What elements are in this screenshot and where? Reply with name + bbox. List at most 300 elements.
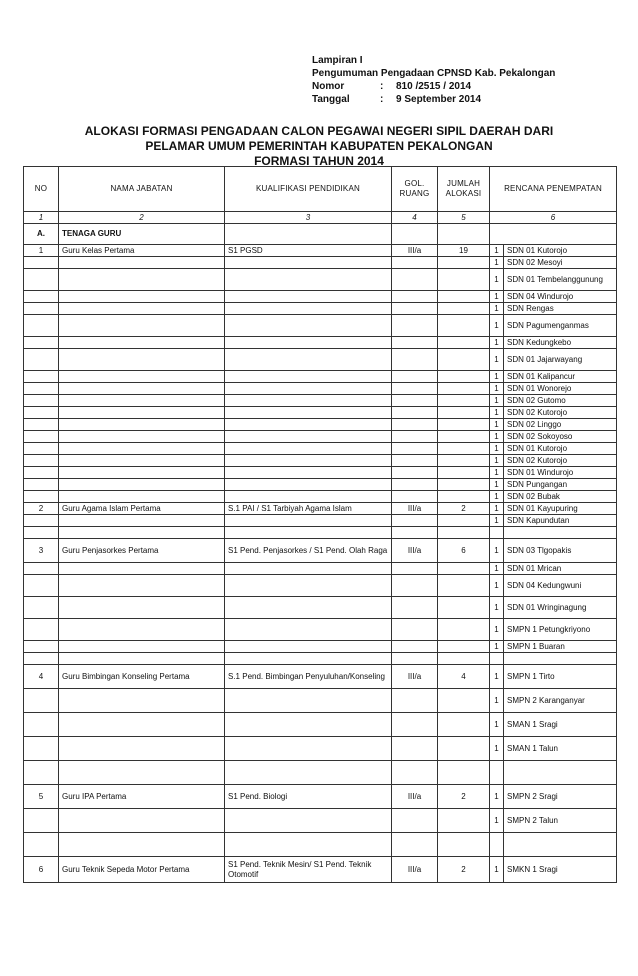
kualifikasi-cell bbox=[225, 479, 392, 491]
penempatan-qty-cell: 1 bbox=[490, 689, 504, 713]
table-row bbox=[24, 689, 617, 713]
row-number-cell bbox=[24, 515, 59, 527]
kualifikasi-cell bbox=[225, 291, 392, 303]
penempatan-qty-cell: 1 bbox=[490, 257, 504, 269]
row-number-cell: 5 bbox=[24, 785, 59, 809]
penempatan-qty-cell: 1 bbox=[490, 641, 504, 653]
kualifikasi-cell bbox=[225, 303, 392, 315]
kualifikasi-cell: S1 Pend. Teknik Mesin/ S1 Pend. Teknik Otomotif bbox=[225, 857, 392, 883]
jabatan-name-cell bbox=[59, 431, 225, 443]
table-row bbox=[24, 383, 617, 395]
penempatan-qty-cell: 1 bbox=[490, 515, 504, 527]
penempatan-place-cell bbox=[504, 527, 617, 539]
kualifikasi-cell bbox=[225, 257, 392, 269]
jabatan-name-cell bbox=[59, 619, 225, 641]
tanggal-label: Tanggal bbox=[312, 94, 350, 105]
jumlah-alokasi-cell bbox=[438, 833, 490, 857]
penempatan-place-cell: SMAN 1 Talun bbox=[504, 737, 617, 761]
row-number-cell bbox=[24, 809, 59, 833]
section-label: TENAGA GURU bbox=[59, 224, 225, 245]
golongan-cell bbox=[392, 641, 438, 653]
golongan-cell bbox=[392, 833, 438, 857]
row-number-cell bbox=[24, 563, 59, 575]
penempatan-qty-cell bbox=[490, 527, 504, 539]
header-row bbox=[24, 167, 617, 212]
penempatan-place-cell: SDN Kedungkebo bbox=[504, 337, 617, 349]
penempatan-qty-cell bbox=[490, 653, 504, 665]
golongan-cell bbox=[392, 491, 438, 503]
kualifikasi-cell bbox=[225, 515, 392, 527]
penempatan-place-cell bbox=[504, 833, 617, 857]
empty-cell bbox=[392, 224, 438, 245]
penempatan-qty-cell: 1 bbox=[490, 455, 504, 467]
table-row bbox=[24, 491, 617, 503]
penempatan-place-cell: SDN Rengas bbox=[504, 303, 617, 315]
golongan-cell bbox=[392, 479, 438, 491]
kualifikasi-cell: S.1 PAI / S1 Tarbiyah Agama Islam bbox=[225, 503, 392, 515]
col-header-jumlah: JUMLAH ALOKASI bbox=[438, 167, 490, 212]
kualifikasi-cell bbox=[225, 467, 392, 479]
penempatan-place-cell: SMPN 2 Karanganyar bbox=[504, 689, 617, 713]
penempatan-place-cell: SDN 01 Tembelanggunung bbox=[504, 269, 617, 291]
jumlah-alokasi-cell: 6 bbox=[438, 539, 490, 563]
jabatan-name-cell bbox=[59, 349, 225, 371]
kualifikasi-cell: S1 PGSD bbox=[225, 245, 392, 257]
golongan-cell bbox=[392, 443, 438, 455]
golongan-cell bbox=[392, 809, 438, 833]
nomor-value: 810 /2515 / 2014 bbox=[396, 81, 472, 92]
jabatan-name-cell bbox=[59, 515, 225, 527]
golongan-cell bbox=[392, 303, 438, 315]
jumlah-alokasi-cell bbox=[438, 371, 490, 383]
table-row bbox=[24, 809, 617, 833]
kualifikasi-cell bbox=[225, 349, 392, 371]
jumlah-alokasi-cell bbox=[438, 597, 490, 619]
penempatan-qty-cell: 1 bbox=[490, 245, 504, 257]
empty-cell bbox=[490, 224, 617, 245]
golongan-cell bbox=[392, 619, 438, 641]
penempatan-place-cell: SDN 01 Kayupuring bbox=[504, 503, 617, 515]
jumlah-alokasi-cell bbox=[438, 291, 490, 303]
col-header-gol: GOL. RUANG bbox=[392, 167, 438, 212]
jabatan-name-cell bbox=[59, 315, 225, 337]
jabatan-name-cell bbox=[59, 383, 225, 395]
jumlah-alokasi-cell: 2 bbox=[438, 503, 490, 515]
golongan-cell bbox=[392, 713, 438, 737]
penempatan-qty-cell: 1 bbox=[490, 269, 504, 291]
jumlah-alokasi-cell bbox=[438, 349, 490, 371]
kualifikasi-cell bbox=[225, 315, 392, 337]
jumlah-alokasi-cell: 2 bbox=[438, 857, 490, 883]
jumlah-alokasi-cell bbox=[438, 431, 490, 443]
jumlah-alokasi-cell bbox=[438, 653, 490, 665]
golongan-cell bbox=[392, 407, 438, 419]
penempatan-qty-cell: 1 bbox=[490, 383, 504, 395]
section-number: A. bbox=[24, 224, 59, 245]
jabatan-name-cell bbox=[59, 491, 225, 503]
golongan-cell bbox=[392, 689, 438, 713]
row-number-cell bbox=[24, 395, 59, 407]
kualifikasi-cell bbox=[225, 431, 392, 443]
row-number-cell bbox=[24, 315, 59, 337]
golongan-cell bbox=[392, 315, 438, 337]
penempatan-place-cell: SMKN 1 Sragi bbox=[504, 857, 617, 883]
table-row bbox=[24, 737, 617, 761]
row-number-cell bbox=[24, 479, 59, 491]
penempatan-place-cell: SDN 04 Kedungwuni bbox=[504, 575, 617, 597]
jumlah-alokasi-cell: 19 bbox=[438, 245, 490, 257]
penempatan-qty-cell: 1 bbox=[490, 737, 504, 761]
table-row bbox=[24, 479, 617, 491]
penempatan-qty-cell: 1 bbox=[490, 479, 504, 491]
golongan-cell bbox=[392, 431, 438, 443]
table-row bbox=[24, 539, 617, 563]
jabatan-name-cell bbox=[59, 597, 225, 619]
table-row bbox=[24, 349, 617, 371]
penempatan-place-cell: SDN Pagumenganmas bbox=[504, 315, 617, 337]
jabatan-name-cell: Guru Penjasorkes Pertama bbox=[59, 539, 225, 563]
row-number-cell bbox=[24, 619, 59, 641]
row-number-cell bbox=[24, 641, 59, 653]
golongan-cell bbox=[392, 575, 438, 597]
kualifikasi-cell bbox=[225, 527, 392, 539]
kualifikasi-cell bbox=[225, 575, 392, 597]
penempatan-place-cell: SDN 01 Kutorojo bbox=[504, 443, 617, 455]
penempatan-place-cell: SDN 01 Mrican bbox=[504, 563, 617, 575]
row-number-cell bbox=[24, 371, 59, 383]
row-number-cell bbox=[24, 383, 59, 395]
jabatan-name-cell bbox=[59, 371, 225, 383]
jumlah-alokasi-cell bbox=[438, 761, 490, 785]
nomor-colon: : bbox=[380, 81, 384, 92]
row-number-cell bbox=[24, 737, 59, 761]
jumlah-alokasi-cell bbox=[438, 737, 490, 761]
penempatan-qty-cell: 1 bbox=[490, 857, 504, 883]
jabatan-name-cell bbox=[59, 761, 225, 785]
penempatan-qty-cell: 1 bbox=[490, 713, 504, 737]
table-row bbox=[24, 785, 617, 809]
row-number-cell: 3 bbox=[24, 539, 59, 563]
nomor-label: Nomor bbox=[312, 81, 345, 92]
jabatan-name-cell bbox=[59, 443, 225, 455]
jabatan-name-cell bbox=[59, 407, 225, 419]
penempatan-qty-cell: 1 bbox=[490, 419, 504, 431]
jabatan-name-cell bbox=[59, 395, 225, 407]
table-row bbox=[24, 597, 617, 619]
jumlah-alokasi-cell bbox=[438, 383, 490, 395]
kualifikasi-cell: S.1 Pend. Bimbingan Penyuluhan/Konseling bbox=[225, 665, 392, 689]
kualifikasi-cell bbox=[225, 383, 392, 395]
golongan-cell bbox=[392, 653, 438, 665]
tanggal-colon: : bbox=[380, 94, 384, 105]
jumlah-alokasi-cell bbox=[438, 467, 490, 479]
golongan-cell bbox=[392, 291, 438, 303]
kualifikasi-cell bbox=[225, 809, 392, 833]
reference-block bbox=[312, 54, 555, 106]
golongan-cell bbox=[392, 597, 438, 619]
row-number-cell bbox=[24, 597, 59, 619]
golongan-cell: III/a bbox=[392, 539, 438, 563]
penempatan-qty-cell: 1 bbox=[490, 315, 504, 337]
table-row bbox=[24, 563, 617, 575]
kualifikasi-cell bbox=[225, 269, 392, 291]
row-number-cell: 6 bbox=[24, 857, 59, 883]
kualifikasi-cell bbox=[225, 713, 392, 737]
kualifikasi-cell bbox=[225, 597, 392, 619]
kualifikasi-cell bbox=[225, 371, 392, 383]
kualifikasi-cell bbox=[225, 407, 392, 419]
kualifikasi-cell: S1 Pend. Biologi bbox=[225, 785, 392, 809]
golongan-cell: III/a bbox=[392, 665, 438, 689]
golongan-cell: III/a bbox=[392, 785, 438, 809]
jabatan-name-cell bbox=[59, 737, 225, 761]
jabatan-name-cell bbox=[59, 291, 225, 303]
table-row bbox=[24, 303, 617, 315]
jabatan-name-cell bbox=[59, 527, 225, 539]
table-row bbox=[24, 337, 617, 349]
lampiran-label: Lampiran I bbox=[312, 55, 363, 66]
kualifikasi-cell: S1 Pend. Penjasorkes / S1 Pend. Olah Raga bbox=[225, 539, 392, 563]
kualifikasi-cell bbox=[225, 619, 392, 641]
penempatan-place-cell: SMPN 1 Buaran bbox=[504, 641, 617, 653]
penempatan-qty-cell bbox=[490, 761, 504, 785]
jumlah-alokasi-cell bbox=[438, 619, 490, 641]
penempatan-place-cell: SDN 03 Tlgopakis bbox=[504, 539, 617, 563]
row-number-cell bbox=[24, 761, 59, 785]
row-number-cell: 2 bbox=[24, 503, 59, 515]
kualifikasi-cell bbox=[225, 761, 392, 785]
penempatan-place-cell: SMPN 2 Talun bbox=[504, 809, 617, 833]
penempatan-qty-cell: 1 bbox=[490, 443, 504, 455]
jabatan-name-cell bbox=[59, 269, 225, 291]
penempatan-qty-cell: 1 bbox=[490, 619, 504, 641]
jumlah-alokasi-cell bbox=[438, 257, 490, 269]
table-row bbox=[24, 257, 617, 269]
jumlah-alokasi-cell bbox=[438, 455, 490, 467]
empty-cell bbox=[438, 224, 490, 245]
table-row bbox=[24, 503, 617, 515]
row-number-cell bbox=[24, 491, 59, 503]
index-cell: 6 bbox=[490, 212, 617, 224]
penempatan-qty-cell: 1 bbox=[490, 539, 504, 563]
kualifikasi-cell bbox=[225, 443, 392, 455]
penempatan-place-cell bbox=[504, 761, 617, 785]
tanggal-row bbox=[312, 93, 555, 106]
kualifikasi-cell bbox=[225, 641, 392, 653]
jabatan-name-cell bbox=[59, 563, 225, 575]
golongan-cell bbox=[392, 467, 438, 479]
jabatan-name-cell bbox=[59, 455, 225, 467]
table-row bbox=[24, 291, 617, 303]
kualifikasi-cell bbox=[225, 689, 392, 713]
penempatan-place-cell: SDN 02 Kutorojo bbox=[504, 407, 617, 419]
jumlah-alokasi-cell: 4 bbox=[438, 665, 490, 689]
penempatan-qty-cell: 1 bbox=[490, 371, 504, 383]
kualifikasi-cell bbox=[225, 833, 392, 857]
jabatan-name-cell bbox=[59, 419, 225, 431]
table-row bbox=[24, 713, 617, 737]
table-row bbox=[24, 653, 617, 665]
row-number-cell bbox=[24, 431, 59, 443]
tanggal-value: 9 September 2014 bbox=[396, 94, 482, 105]
jumlah-alokasi-cell bbox=[438, 713, 490, 737]
penempatan-qty-cell: 1 bbox=[490, 665, 504, 689]
penempatan-place-cell: SDN 02 Kutorojo bbox=[504, 455, 617, 467]
golongan-cell: III/a bbox=[392, 857, 438, 883]
index-cell: 3 bbox=[225, 212, 392, 224]
row-number-cell bbox=[24, 575, 59, 597]
index-cell: 2 bbox=[59, 212, 225, 224]
table-row bbox=[24, 419, 617, 431]
penempatan-place-cell: SDN 02 Bubak bbox=[504, 491, 617, 503]
title-line-3: FORMASI TAHUN 2014 bbox=[254, 154, 384, 168]
jabatan-name-cell: Guru Teknik Sepeda Motor Pertama bbox=[59, 857, 225, 883]
jumlah-alokasi-cell bbox=[438, 337, 490, 349]
jumlah-alokasi-cell bbox=[438, 527, 490, 539]
penempatan-place-cell: SDN 01 Wonorejo bbox=[504, 383, 617, 395]
golongan-cell bbox=[392, 383, 438, 395]
penempatan-place-cell bbox=[504, 653, 617, 665]
kualifikasi-cell bbox=[225, 563, 392, 575]
table-row bbox=[24, 245, 617, 257]
jabatan-name-cell bbox=[59, 713, 225, 737]
row-number-cell bbox=[24, 407, 59, 419]
table-row bbox=[24, 857, 617, 883]
penempatan-place-cell: SDN 02 Linggo bbox=[504, 419, 617, 431]
jabatan-name-cell bbox=[59, 257, 225, 269]
nomor-row bbox=[312, 80, 555, 93]
jumlah-alokasi-cell bbox=[438, 689, 490, 713]
index-cell: 1 bbox=[24, 212, 59, 224]
jabatan-name-cell: Guru Kelas Pertama bbox=[59, 245, 225, 257]
row-number-cell bbox=[24, 303, 59, 315]
pengumuman-label: Pengumuman Pengadaan CPNSD Kab. Pekalongan bbox=[312, 68, 556, 79]
table-row bbox=[24, 431, 617, 443]
jumlah-alokasi-cell bbox=[438, 269, 490, 291]
jumlah-alokasi-cell bbox=[438, 407, 490, 419]
penempatan-place-cell: SDN 01 Wringinagung bbox=[504, 597, 617, 619]
penempatan-place-cell: SMPN 1 Tirto bbox=[504, 665, 617, 689]
col-header-no: NO bbox=[24, 167, 59, 212]
jabatan-name-cell bbox=[59, 689, 225, 713]
penempatan-qty-cell: 1 bbox=[490, 597, 504, 619]
row-number-cell bbox=[24, 419, 59, 431]
table-row bbox=[24, 641, 617, 653]
golongan-cell bbox=[392, 455, 438, 467]
golongan-cell bbox=[392, 761, 438, 785]
jumlah-alokasi-cell bbox=[438, 303, 490, 315]
jumlah-alokasi-cell bbox=[438, 809, 490, 833]
table-row bbox=[24, 619, 617, 641]
table-row bbox=[24, 467, 617, 479]
index-row bbox=[24, 212, 617, 224]
row-number-cell bbox=[24, 337, 59, 349]
kualifikasi-cell bbox=[225, 419, 392, 431]
penempatan-place-cell: SDN 01 Kutorojo bbox=[504, 245, 617, 257]
jabatan-name-cell bbox=[59, 303, 225, 315]
penempatan-place-cell: SMPN 2 Sragi bbox=[504, 785, 617, 809]
golongan-cell bbox=[392, 737, 438, 761]
penempatan-place-cell: SDN 02 Gutomo bbox=[504, 395, 617, 407]
golongan-cell bbox=[392, 269, 438, 291]
jumlah-alokasi-cell bbox=[438, 563, 490, 575]
allocation-table bbox=[23, 166, 617, 883]
col-header-kualifikasi: KUALIFIKASI PENDIDIKAN bbox=[225, 167, 392, 212]
penempatan-qty-cell: 1 bbox=[490, 503, 504, 515]
golongan-cell bbox=[392, 337, 438, 349]
penempatan-place-cell: SMPN 1 Petungkriyono bbox=[504, 619, 617, 641]
penempatan-place-cell: SDN 04 Windurojo bbox=[504, 291, 617, 303]
penempatan-qty-cell: 1 bbox=[490, 407, 504, 419]
empty-cell bbox=[225, 224, 392, 245]
penempatan-place-cell: SDN 01 Windurojo bbox=[504, 467, 617, 479]
penempatan-qty-cell: 1 bbox=[490, 349, 504, 371]
jabatan-name-cell bbox=[59, 467, 225, 479]
row-number-cell bbox=[24, 689, 59, 713]
golongan-cell: III/a bbox=[392, 245, 438, 257]
kualifikasi-cell bbox=[225, 737, 392, 761]
table-row bbox=[24, 407, 617, 419]
jumlah-alokasi-cell bbox=[438, 419, 490, 431]
row-number-cell bbox=[24, 291, 59, 303]
golongan-cell bbox=[392, 257, 438, 269]
jumlah-alokasi-cell bbox=[438, 443, 490, 455]
row-number-cell bbox=[24, 455, 59, 467]
jabatan-name-cell: Guru IPA Pertama bbox=[59, 785, 225, 809]
golongan-cell bbox=[392, 515, 438, 527]
row-number-cell bbox=[24, 527, 59, 539]
golongan-cell bbox=[392, 349, 438, 371]
kualifikasi-cell bbox=[225, 491, 392, 503]
jumlah-alokasi-cell bbox=[438, 641, 490, 653]
golongan-cell bbox=[392, 395, 438, 407]
table-row bbox=[24, 455, 617, 467]
jumlah-alokasi-cell bbox=[438, 575, 490, 597]
table-row bbox=[24, 269, 617, 291]
penempatan-qty-cell: 1 bbox=[490, 291, 504, 303]
title-line-2: PELAMAR UMUM PEMERINTAH KABUPATEN PEKALONGAN bbox=[145, 139, 493, 153]
row-number-cell: 1 bbox=[24, 245, 59, 257]
row-number-cell bbox=[24, 257, 59, 269]
table-row bbox=[24, 527, 617, 539]
jabatan-name-cell: Guru Agama Islam Pertama bbox=[59, 503, 225, 515]
jumlah-alokasi-cell: 2 bbox=[438, 785, 490, 809]
jumlah-alokasi-cell bbox=[438, 491, 490, 503]
penempatan-place-cell: SDN 02 Mesoyi bbox=[504, 257, 617, 269]
row-number-cell bbox=[24, 713, 59, 737]
index-cell: 4 bbox=[392, 212, 438, 224]
index-cell: 5 bbox=[438, 212, 490, 224]
jabatan-name-cell bbox=[59, 653, 225, 665]
penempatan-qty-cell: 1 bbox=[490, 431, 504, 443]
jumlah-alokasi-cell bbox=[438, 479, 490, 491]
jabatan-name-cell bbox=[59, 479, 225, 491]
penempatan-place-cell: SDN 02 Sokoyoso bbox=[504, 431, 617, 443]
jabatan-name-cell: Guru Bimbingan Konseling Pertama bbox=[59, 665, 225, 689]
row-number-cell bbox=[24, 653, 59, 665]
col-header-nama: NAMA JABATAN bbox=[59, 167, 225, 212]
table-row bbox=[24, 515, 617, 527]
golongan-cell bbox=[392, 419, 438, 431]
title-line-1: ALOKASI FORMASI PENGADAAN CALON PEGAWAI NEGERI SIPIL DAERAH DARI bbox=[84, 124, 554, 138]
jumlah-alokasi-cell bbox=[438, 515, 490, 527]
penempatan-qty-cell: 1 bbox=[490, 575, 504, 597]
penempatan-qty-cell bbox=[490, 833, 504, 857]
jabatan-name-cell bbox=[59, 809, 225, 833]
penempatan-qty-cell: 1 bbox=[490, 809, 504, 833]
penempatan-place-cell: SDN Kapundutan bbox=[504, 515, 617, 527]
jabatan-name-cell bbox=[59, 337, 225, 349]
